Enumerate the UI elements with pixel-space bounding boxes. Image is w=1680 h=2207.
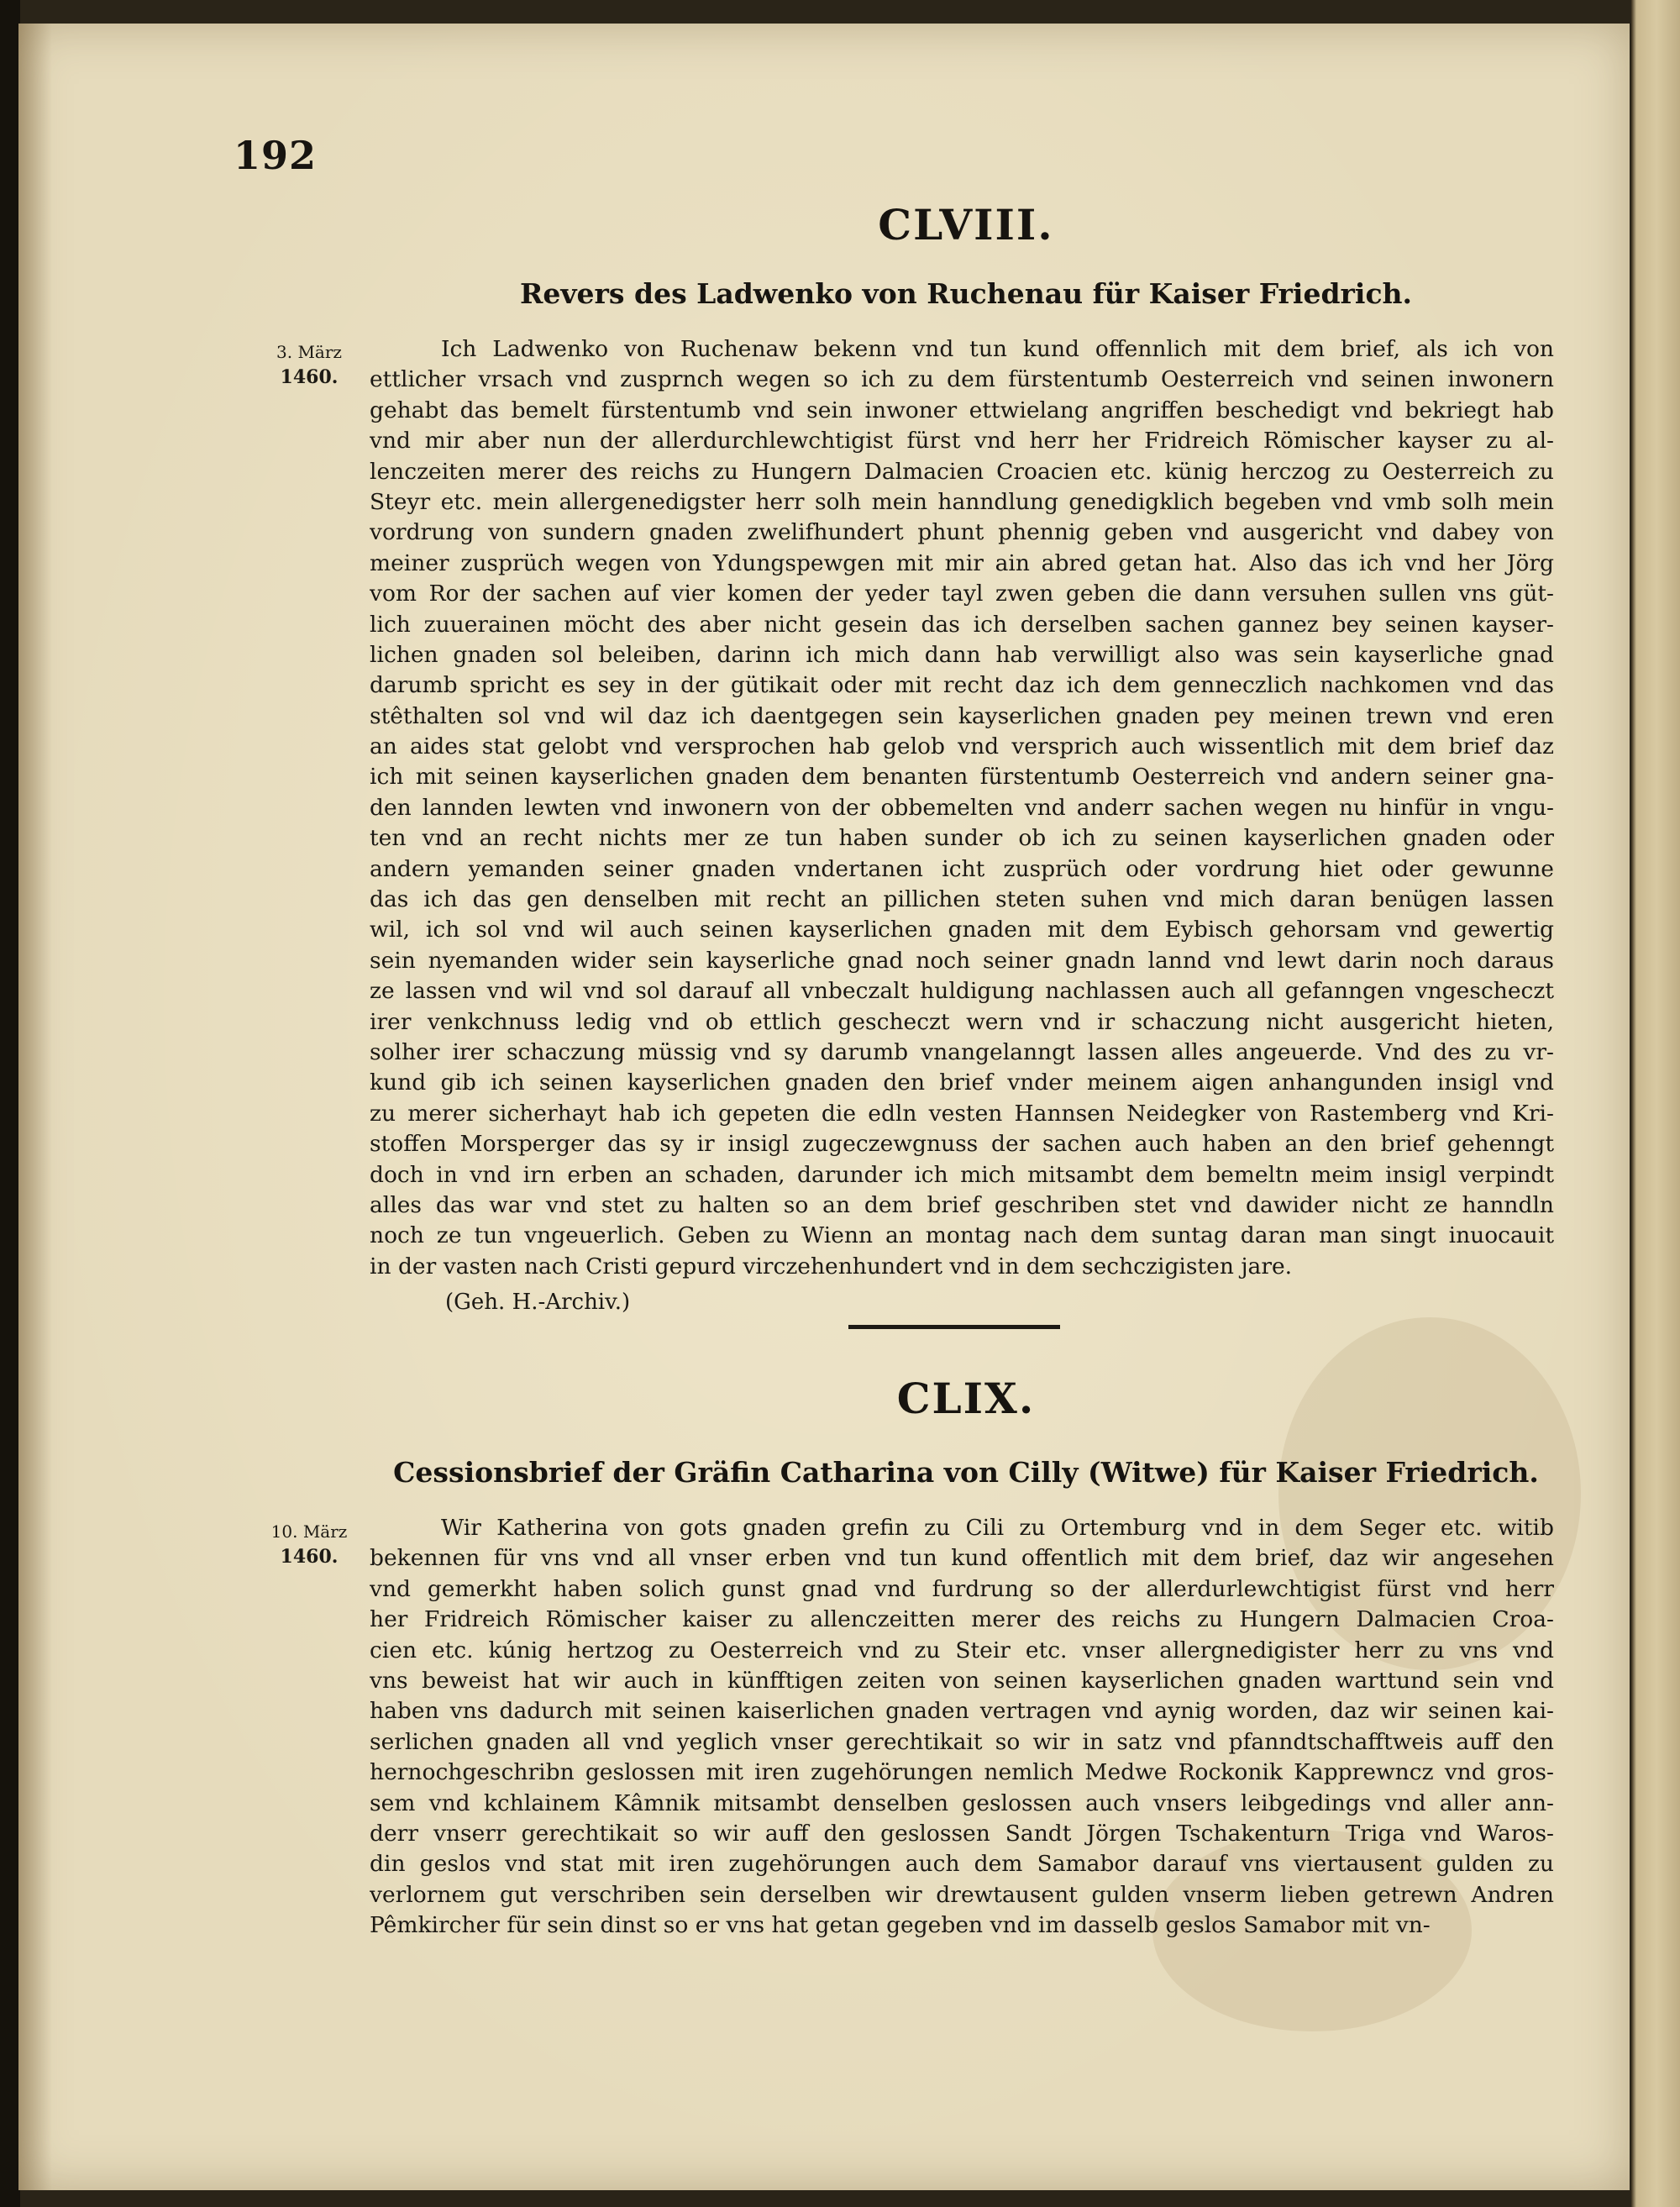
- section-body: [370, 334, 1554, 1282]
- next-page-edge: [1631, 0, 1680, 2207]
- text-line: solher irer schaczung müssig vnd sy darumb vnangelanngt lassen alles angeuerde. Vnd des zu vr-: [370, 1038, 1554, 1065]
- text-line: darumb spricht es sey in der gütikait oder mit recht daz ich dem genneczlich nachkomen vnd das: [370, 672, 1554, 699]
- text-line: haben vns dadurch mit seinen kaiserlichen gnaden vertragen vnd aynig worden, daz wir seinen kai-: [370, 1698, 1554, 1725]
- section-number: CLIX.: [896, 1374, 1036, 1423]
- section-body: [370, 1513, 1554, 1941]
- text-line: wil, ich sol vnd wil auch seinen kayserlichen gnaden mit dem Eybisch gehorsam vnd gewertig: [370, 917, 1554, 943]
- text-line: noch ze tun vngeuerlich. Geben zu Wienn an montag nach dem suntag daran man singt inuocauit: [370, 1222, 1554, 1249]
- text-line: das ich das gen denselben mit recht an pillichen steten suhen vnd mich daran benügen lassen: [370, 886, 1554, 913]
- text-line: vordrung von sundern gnaden zwelifhundert phunt phennig geben vnd ausgericht vnd dabey von: [370, 519, 1554, 546]
- text-line: her Fridreich Römischer kaiser zu allenczeitten merer des reichs zu Hungern Dalmacien Croa-: [370, 1606, 1554, 1633]
- text-line: Ich Ladwenko von Ruchenaw bekenn vnd tun kund offennlich mit dem brief, als ich von: [441, 336, 1554, 362]
- text-line: ze lassen vnd wil vnd sol darauf all vnbeczalt huldigung nachlassen auch all gefanngen vngescheczt: [370, 978, 1554, 1005]
- text-line: vns beweist hat wir auch in künfftigen zeiten von seinen kayserlichen gnaden warttund sein vnd: [370, 1667, 1554, 1694]
- text-line: alles das war vnd stet zu halten so an dem brief geschriben stet vnd dawider nicht ze hanndln: [370, 1191, 1554, 1218]
- text-line: bekennen für vns vnd all vnser erben vnd tun kund offentlich mit dem brief, daz wir angesehen: [370, 1545, 1554, 1572]
- text-line: serlichen gnaden all vnd yeglich vnser gerechtikait so wir in satz vnd pfanndtschafftweis auff den: [370, 1728, 1554, 1755]
- text-line: din geslos vnd stat mit iren zugehörungen auch dem Samabor darauf vns viertausent gulden zu: [370, 1851, 1554, 1878]
- section-divider: [848, 1325, 1060, 1329]
- text-line: meiner zusprüch wegen von Ydungspewgen mit mir ain abred getan hat. Also das ich vnd her Jörg: [370, 549, 1554, 576]
- text-line: doch in vnd irn erben an schaden, darunder ich mich mitsambt dem bemeltn meim insigl verpindt: [370, 1161, 1554, 1188]
- margin-date: [259, 339, 360, 390]
- text-line: stêthalten sol vnd wil daz ich daentgegen sein kayserlichen gnaden pey meinen trewn vnd eren: [370, 702, 1554, 729]
- text-line: den lannden lewten vnd inwonern von der obbemelten vnd anderr sachen wegen nu hinfür in vngu-: [370, 794, 1554, 821]
- text-line: sein nyemanden wider sein kayserliche gnad noch seiner gnadn lannd vnd lewt darin noch daraus: [370, 947, 1554, 974]
- text-line: ettlicher vrsach vnd zusprnch wegen so ich zu dem fürstentumb Oesterreich vnd seinen inwonern: [370, 366, 1554, 393]
- text-line: lichen gnaden sol beleiben, darinn ich mich dann hab verwilligt also was sein kayserliche gnad: [370, 641, 1554, 668]
- text-line: hernochgeschribn geslossen mit iren zugehörungen nemlich Medwe Rockonik Kapprewncz vnd gros-: [370, 1759, 1554, 1786]
- text-line: vnd mir aber nun der allerdurchlewchtigist fürst vnd herr her Fridreich Römischer kayser zu al-: [370, 428, 1554, 455]
- text-line: derr vnserr gerechtikait so wir auff den geslossen Sandt Jörgen Tschakenturn Triga vnd Waros-: [370, 1820, 1554, 1847]
- text-line: Pêmkircher für sein dinst so er vns hat getan gegeben vnd im dasselb geslos Samabor mit vn-: [370, 1912, 1431, 1939]
- text-line: cien etc. kúnig hertzog zu Oesterreich vnd zu Steir etc. vnser allergnedigister herr zu vns vnd: [370, 1637, 1554, 1663]
- text-line: Steyr etc. mein allergenedigster herr solh mein hanndlung genedigklich begeben vnd vmb solh mein: [370, 488, 1554, 515]
- section-number: CLVIII.: [878, 200, 1054, 250]
- margin-date: [259, 1519, 360, 1569]
- text-line: irer venkchnuss ledig vnd ob ettlich gescheczt wern vnd ir schaczung nicht ausgericht hieten,: [370, 1008, 1554, 1035]
- text-line: stoffen Morsperger das sy ir insigl zugeczewgnuss der sachen auch haben an den brief gehenngt: [370, 1131, 1554, 1158]
- date-year: 1460.: [280, 1546, 339, 1568]
- text-line: kund gib ich seinen kayserlichen gnaden den brief vnder meinem aigen anhangunden insigl vnd: [370, 1069, 1554, 1096]
- date-day: 3. März: [276, 342, 342, 362]
- section-title: Revers des Ladwenko von Ruchenau für Kaiser Friedrich.: [519, 277, 1413, 310]
- text-line: gehabt das bemelt fürstentumb vnd sein inwoner ettwielang angriffen beschedigt vnd bekriegt hab: [370, 397, 1554, 423]
- page-number: 192: [234, 133, 318, 178]
- text-line: ich mit seinen kayserlichen gnaden dem benanten fürstentumb Oesterreich vnd andern seiner gna-: [370, 764, 1554, 791]
- text-line: vom Ror der sachen auf vier komen der yeder tayl zwen geben die dann versuhen sullen vns güt-: [370, 581, 1554, 607]
- text-line: vnd gemerkht haben solich gunst gnad vnd furdrung so der allerdurlewchtigist fürst vnd herr: [370, 1575, 1554, 1602]
- text-line: andern yemanden seiner gnaden vndertanen icht zusprüch oder vordrung hiet oder gewunne: [370, 855, 1554, 882]
- date-day: 10. März: [270, 1521, 348, 1542]
- text-line: an aides stat gelobt vnd versprochen hab gelob vnd versprich auch wissentlich mit dem brief daz: [370, 733, 1554, 760]
- text-line: lenczeiten merer des reichs zu Hungern Dalmacien Croacien etc. künig herczog zu Oesterreich zu: [370, 458, 1554, 485]
- scan-edge-left: [0, 0, 20, 2207]
- date-year: 1460.: [280, 366, 339, 388]
- text-line: sem vnd kchlainem Kâmnik mitsambt denselben geslossen auch vnsers leibgedings vnd aller ann-: [370, 1789, 1554, 1816]
- text-line: verlornem gut verschriben sein derselben wir drewtausent gulden vnserm lieben getrewn Andren: [370, 1881, 1554, 1908]
- text-line: Wir Katherina von gots gnaden grefin zu Cili zu Ortemburg vnd in dem Seger etc. witib: [441, 1515, 1554, 1541]
- section-title: Cessionsbrief der Gräfin Catharina von Cilly (Witwe) für Kaiser Friedrich.: [393, 1456, 1539, 1489]
- text-line: ten vnd an recht nichts mer ze tun haben sunder ob ich zu seinen kayserlichen gnaden oder: [370, 825, 1554, 852]
- archive-source: (Geh. H.-Archiv.): [445, 1290, 631, 1315]
- text-line: lich zuuerainen möcht des aber nicht gesein das ich derselben sachen gannez bey seinen kayser-: [370, 611, 1554, 638]
- text-line: zu merer sicherhayt hab ich gepeten die edln vesten Hannsen Neidegker von Rastemberg vnd Kri-: [370, 1100, 1554, 1127]
- text-line: in der vasten nach Cristi gepurd virczehenhundert vnd in dem sechczigisten jare.: [370, 1253, 1293, 1280]
